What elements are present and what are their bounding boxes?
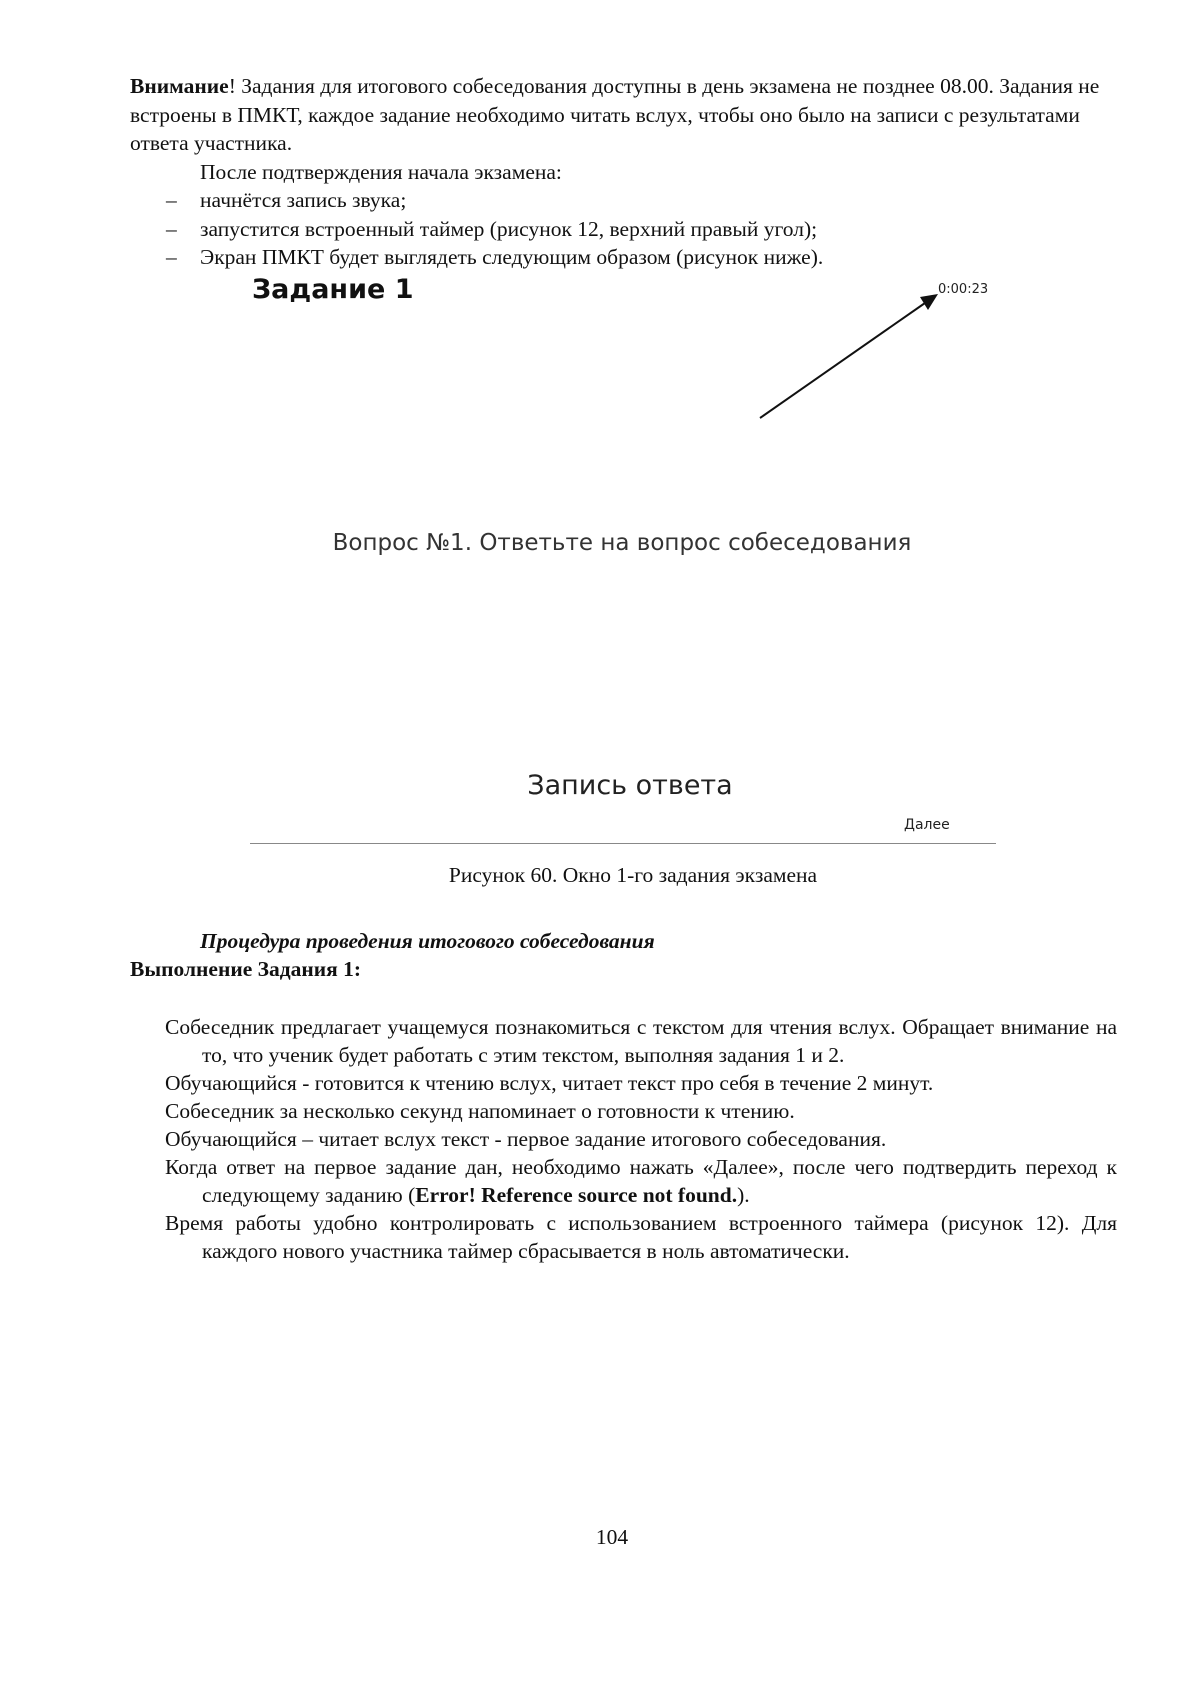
task-title: Задание 1: [252, 274, 414, 305]
figure-caption-row: [0, 863, 1200, 888]
reference-error: Error! Reference source not found.: [415, 1183, 738, 1207]
timer-display: 0:00:23: [938, 282, 989, 297]
procedure-paragraph: [165, 1153, 1117, 1209]
procedure-text: Когда ответ на первое задание дан, необходимо нажать «Далее», после чего подтвердить переход к следующему заданию (: [165, 1155, 1117, 1207]
bullet-dash: –: [166, 245, 177, 269]
figure-caption: Рисунок 60. Окно 1-го задания экзамена: [448, 863, 818, 887]
attention-label: Внимание: [130, 74, 229, 98]
record-answer-label: Запись ответа: [527, 770, 733, 801]
next-button[interactable]: Далее: [904, 817, 950, 833]
procedure-paragraph: Время работы удобно контролировать с использованием встроенного таймера (рисунок 12). Для каждого нового участника таймер сбрасывается в ноль автоматически.: [165, 1211, 1117, 1263]
attention-text: ! Задания для итогового собеседования доступны в день экзамена не позднее 08.00. Задания не встроены в ПМКТ, каждое задание необходимо читать вслух, чтобы оно было на записи с результатами ответа участника.: [130, 74, 1100, 155]
procedure-subtitle: Выполнение Задания 1:: [130, 957, 362, 981]
list-item-text: начнётся запись звука;: [200, 188, 407, 212]
list-item-text: запустится встроенный таймер (рисунок 12, верхний правый угол);: [200, 216, 818, 241]
record-label-row: [0, 770, 1200, 801]
question-text-row: [0, 530, 1200, 556]
procedure-paragraph: Собеседник предлагает учащемуся познакомиться с текстом для чтения вслух. Обращает внимание на то, что ученик будет работать с этим текстом, выполняя задания 1 и 2.: [165, 1015, 1117, 1067]
page-number-row: [0, 1525, 1200, 1550]
list-item-text: Экран ПМКТ будет выглядеть следующим образом (рисунок ниже).: [200, 245, 824, 269]
bullet-dash: –: [166, 216, 177, 241]
procedure-text: ).: [737, 1183, 750, 1207]
bullet-dash: –: [166, 188, 177, 212]
question-text: Вопрос №1. Ответьте на вопрос собеседования: [332, 530, 912, 556]
after-confirm-text: После подтверждения начала экзамена:: [200, 159, 562, 184]
procedure-title: Процедура проведения итогового собеседования: [200, 929, 655, 953]
procedure-paragraph: Обучающийся – читает вслух текст - первое задание итогового собеседования.: [165, 1127, 887, 1151]
procedure-paragraph: Собеседник за несколько секунд напоминает о готовности к чтению.: [165, 1099, 795, 1123]
procedure-paragraph: Обучающийся - готовится к чтению вслух, читает текст про себя в течение 2 минут.: [165, 1071, 934, 1095]
figure-divider: [250, 843, 996, 844]
procedure-body: [165, 1013, 1117, 1265]
page-number: 104: [595, 1525, 629, 1549]
